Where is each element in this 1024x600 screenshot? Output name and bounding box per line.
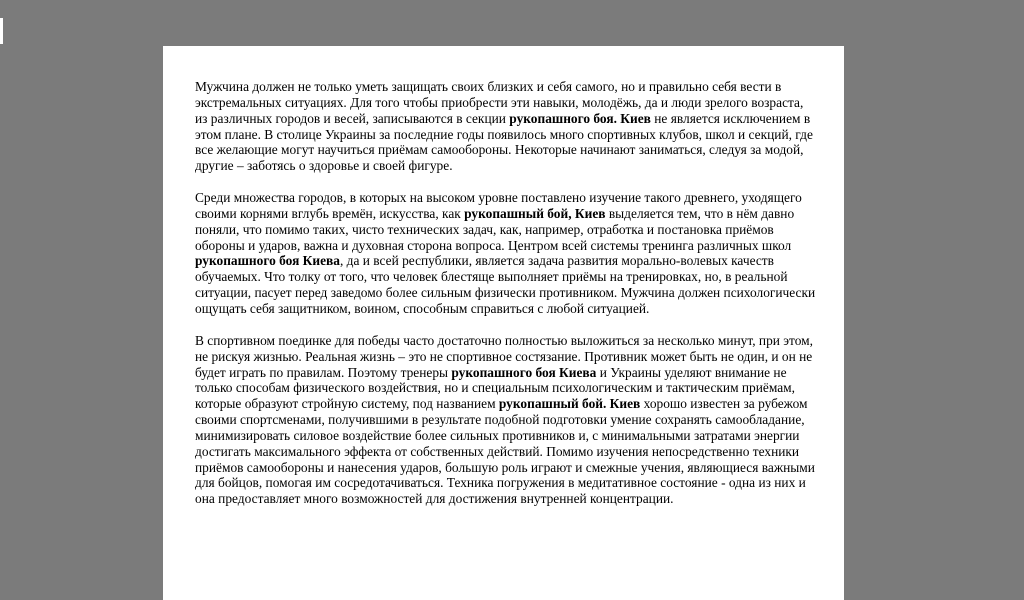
document-content <box>195 79 817 523</box>
paragraph-text: не является исключением в этом плане. В столице Украины за последние годы появилось много спортивных клубов, школ и секций, где все желающие могут научиться приёмам самообороны. Некоторые начинают заниматься, следуя за модой, другие – заботясь о здоровье и своей фигуре. <box>195 110 813 174</box>
keyword-highlight: рукопашного боя Киева <box>195 253 340 269</box>
document-page <box>163 46 844 600</box>
paragraph-text: хорошо известен за рубежом своими спортсменами, получившими в результате подобной подготовки умение сохранять самообладание, минимизировать силовое воздействие более сильных противников и, с минимальными затратами энергии достигать максимального эффекта от собственных действий. Помимо изучения непосредственно техники приёмов самообороны и нанесения ударов, большую роль играют и смежные учения, являющиеся важными для бойцов, помогая им сосредотачиваться. Техника погружения в медитативное состояние - одна из них и она предоставляет много возможностей для достижения внутренней концентрации. <box>195 396 815 507</box>
keyword-highlight: рукопашный бой, Киев <box>464 205 606 221</box>
paragraph-2 <box>195 190 817 317</box>
keyword-highlight: рукопашный бой. Киев <box>498 396 641 412</box>
paragraph-3 <box>195 333 817 507</box>
paragraph-text: , да и всей республики, является задача развития морально-волевых качеств обучаемых. Что толку от того, что человек блестяще выполняет приёмы на тренировках, но, в реальной ситуации, пасует перед заведомо более сильным физически противником. Мужчина должен психологически ощущать себя защитником, воином, способным справиться с любой ситуацией. <box>195 253 816 316</box>
paragraph-text: Среди множества городов, в которых на высоком уровне поставлено изучение такого древнего, уходящего своими корнями вглубь времён, искусства, как <box>195 190 802 221</box>
paragraph-text: и Украины уделяют внимание не только способам физического воздействия, но и специальным психологическим и тактическим приёмам, которые образуют стройную систему, под названием <box>195 364 796 412</box>
paragraph-text: Мужчина должен не только уметь защищать своих близких и себя самого, но и правильно себя вести в экстремальных ситуациях. Для того чтобы приобрести эти навыки, молодёжь, да и люди зрелого возраста, из различных городов и весей, записываются в секции <box>195 79 804 126</box>
paragraph-1 <box>195 79 817 174</box>
paragraph-text: выделяется тем, что в нём давно поняли, что помимо таких, чисто технических задач, как, например, отработка и постановка приёмов обороны и ударов, важна и духовная сторона вопроса. Центром всей системы тренинга различных школ <box>195 205 795 253</box>
paragraph-text: В спортивном поединке для победы часто достаточно полностью выложиться за несколько минут, при этом, не рискуя жизнью. Реальная жизнь – это не спортивное состязание. Противник может быть не один, и он не будет играть по правилам. Поэтому тренеры <box>195 332 813 380</box>
keyword-highlight: рукопашного боя Киева <box>451 364 597 380</box>
window-edge-marker <box>0 18 3 44</box>
keyword-highlight: рукопашного боя. Киев <box>509 110 651 126</box>
